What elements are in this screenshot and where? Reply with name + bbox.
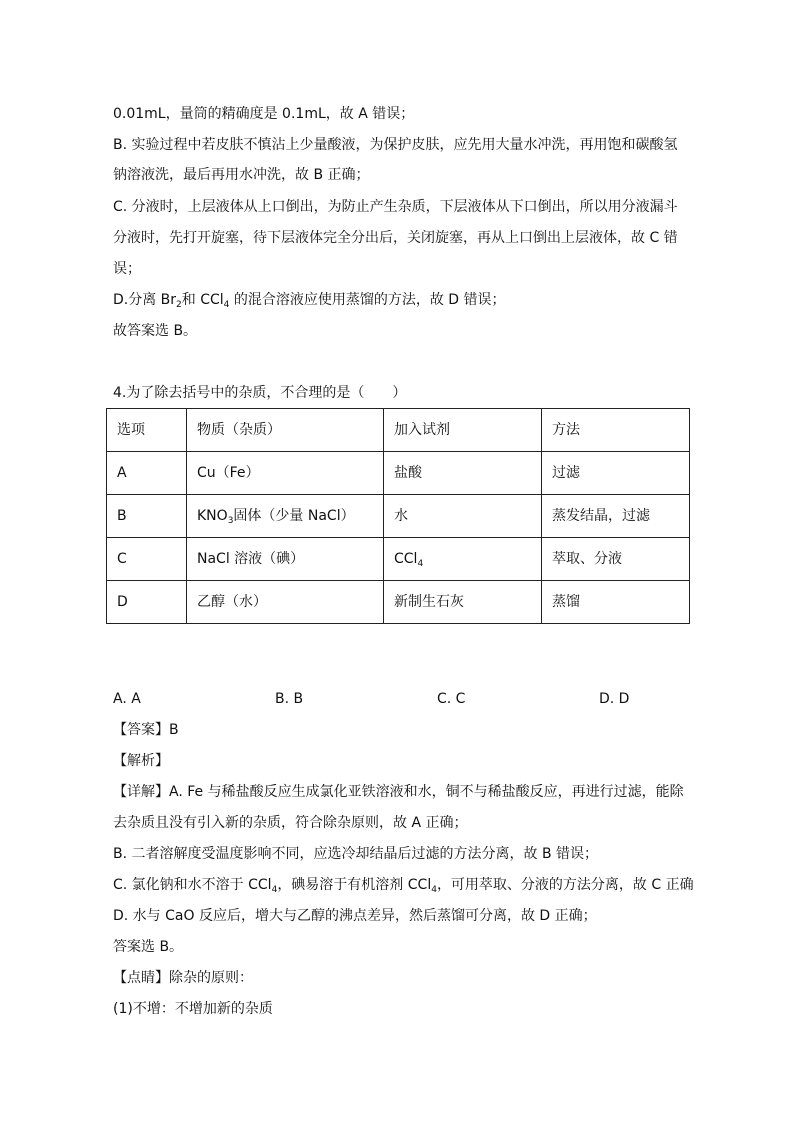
p4: C. 分液时，上层液体从上口倒出，为防止产生杂质，下层液体从下口倒出，所以用分液漏斗 (113, 199, 678, 215)
table-row (107, 581, 690, 624)
question-stem: 4.为了除去括号中的杂质，不合理的是（ ） (113, 385, 407, 401)
analysis-label: 【解析】 (113, 753, 169, 769)
option-a: A. A (113, 691, 141, 707)
cell-subscript: 3 (227, 516, 234, 526)
cell-text: CCl (394, 551, 418, 567)
detail-line-1 (113, 782, 684, 802)
p5: 分液时，先打开旋塞，待下层液体完全分出后，关闭旋塞，再从上口倒出上层液体，故 C 错 (113, 230, 678, 246)
table-cell: 过滤 (542, 452, 690, 495)
option-b: B. B (275, 691, 304, 707)
p1: 0.01mL，量筒的精确度是 0.1mL，故 A 错误； (113, 106, 415, 122)
detail-line-5: D. 水与 CaO 反应后，增大与乙醇的沸点差异，然后蒸馏可分离，故 D 正确； (113, 908, 597, 924)
detail-line-6: 答案选 B。 (113, 939, 184, 955)
table-cell: D (107, 581, 187, 624)
table-cell: C (107, 538, 187, 581)
p7-c: 和 CCl (181, 292, 224, 308)
p7-sub-2: 2 (176, 300, 182, 310)
p7 (113, 290, 506, 310)
table-cell: A (107, 452, 187, 495)
table-cell: 水 (384, 495, 542, 538)
detail-line-3: B. 二者溶解度受温度影响不同，应选冷却结晶后过滤的方法分离，故 B 错误； (113, 846, 599, 862)
p6: 误； (113, 261, 141, 277)
p8: 故答案选 B。 (113, 323, 198, 339)
p7-a: D.分离 Br (113, 292, 177, 308)
table-cell: Cu（Fe） (187, 452, 384, 495)
d4-a: C. 氯化钠和水不溶于 CCl (113, 877, 272, 893)
table-row (107, 452, 690, 495)
point-text: 除杂的原则： (169, 970, 253, 986)
header-cell: 方法 (542, 409, 690, 452)
table-row (107, 495, 690, 538)
table-cell: B (107, 495, 187, 538)
d4-c: ，碘易溶于有机溶剂 CCl (277, 877, 432, 893)
point-label: 【点睛】 (113, 970, 169, 986)
table-cell: 蒸发结晶，过滤 (542, 495, 690, 538)
header-cell: 加入试剂 (384, 409, 542, 452)
table-cell: 新制生石灰 (384, 581, 542, 624)
p2: B. 实验过程中若皮肤不慎沾上少量酸液，为保护皮肤，应先用大量水冲洗，再用饱和碳酸氢 (113, 137, 678, 153)
header-cell: 选项 (107, 409, 187, 452)
option-c: C. C (437, 691, 466, 707)
header-cell: 物质（杂质） (187, 409, 384, 452)
detail-label: 【详解】 (113, 784, 169, 800)
table-cell: 盐酸 (384, 452, 542, 495)
option-d: D. D (599, 691, 630, 707)
p3: 钠溶液洗，最后再用水冲洗，故 B 正确； (113, 167, 370, 183)
question-table (106, 408, 690, 624)
table-row (107, 538, 690, 581)
d4-e: ，可用萃取、分液的方法分离，故 C 正确 (436, 877, 694, 893)
p7-e: 的混合溶液应使用蒸馏的方法，故 D 错误； (229, 292, 506, 308)
table-cell: NaCl 溶液（碘） (187, 538, 384, 581)
p7-sub-4: 4 (223, 300, 230, 310)
table-cell: 蒸馏 (542, 581, 690, 624)
table-cell: 萃取、分液 (542, 538, 690, 581)
table-cell: 乙醇（水） (187, 581, 384, 624)
d4-sub: 4 (271, 885, 278, 895)
d4-sub: 4 (431, 885, 437, 895)
rule-1: (1)不增：不增加新的杂质 (113, 1001, 273, 1017)
table-header-row (107, 409, 690, 452)
detail-line-2: 去杂质且没有引入新的杂质，符合除杂原则，故 A 正确； (113, 815, 468, 831)
detail-text: A. Fe 与稀盐酸反应生成氯化亚铁溶液和水，铜不与稀盐酸反应，再进行过滤，能除 (169, 784, 684, 800)
cell-text: KNO (197, 508, 228, 524)
table-cell (187, 495, 384, 538)
table-cell (384, 538, 542, 581)
cell-text: 固体（少量 NaCl） (233, 508, 355, 524)
answer-label: 【答案】 (113, 722, 169, 738)
answer-line (113, 720, 179, 740)
cell-subscript: 4 (417, 559, 424, 569)
detail-line-4 (113, 875, 694, 895)
point-line (113, 968, 253, 988)
answer-value: B (169, 722, 179, 738)
